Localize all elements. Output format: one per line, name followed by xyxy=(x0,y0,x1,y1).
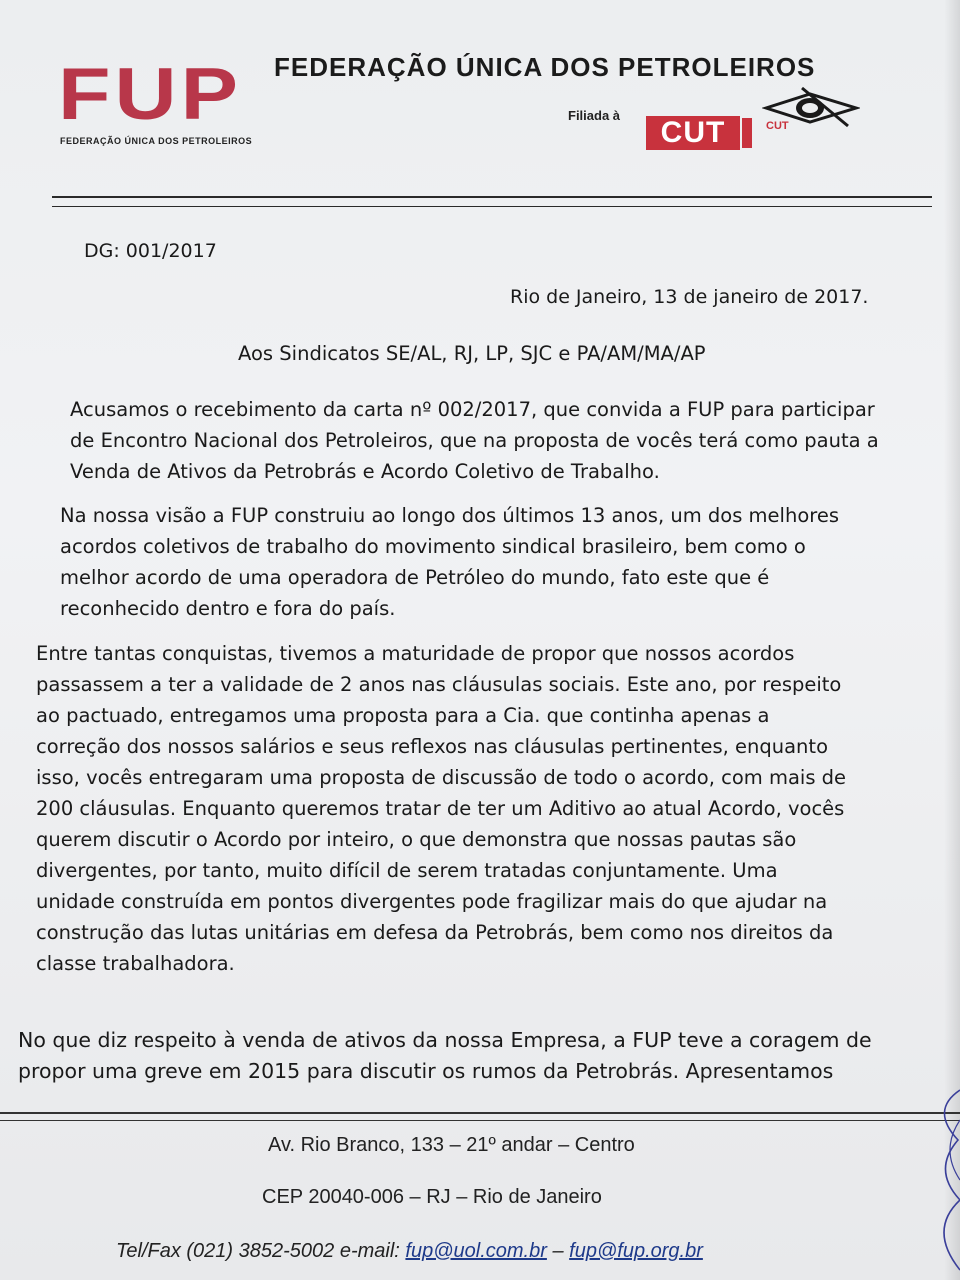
letter-date: Rio de Janeiro, 13 de janeiro de 2017. xyxy=(510,286,869,308)
paragraph-line: Venda de Ativos da Petrobrás e Acordo Coletivo de Trabalho. xyxy=(70,460,660,483)
email-link-fup[interactable]: fup@fup.org.br xyxy=(569,1240,703,1262)
header-rule-bottom xyxy=(52,206,932,207)
paragraph-2 xyxy=(60,500,890,624)
paragraph-3 xyxy=(36,638,916,979)
header-rule-top xyxy=(52,196,932,198)
paragraph-line: Na nossa visão a FUP construiu ao longo dos últimos 13 anos, um dos melhores xyxy=(60,504,840,527)
paragraph-line: construção das lutas unitárias em defesa da Petrobrás, bem como nos direitos da xyxy=(36,921,834,944)
paragraph-line: Acusamos o recebimento da carta nº 002/2017, que convida a FUP para participar xyxy=(70,398,875,421)
organization-name: FEDERAÇÃO ÚNICA DOS PETROLEIROS xyxy=(274,52,816,82)
affiliation-label: Filiada à xyxy=(568,108,621,123)
paragraph-line: isso, vocês entregaram uma proposta de discussão de todo o acordo, com mais de xyxy=(36,766,847,789)
paragraph-line: melhor acordo de uma operadora de Petróleo do mundo, fato este que é xyxy=(60,566,770,589)
paragraph-line: 200 cláusulas. Enquanto queremos tratar de ter um Aditivo ao atual Acordo, vocês xyxy=(36,797,845,820)
paragraph-line: de Encontro Nacional dos Petroleiros, que na proposta de vocês terá como pauta a xyxy=(70,429,879,452)
paragraph-4 xyxy=(18,1025,938,1087)
pen-mark-icon xyxy=(920,1080,960,1280)
paragraph-line: divergentes, por tanto, muito difícil de serem tratadas conjuntamente. Uma xyxy=(36,859,778,882)
footer-separator: – xyxy=(552,1240,564,1262)
paragraph-line: No que diz respeito à venda de ativos da nossa Empresa, a FUP teve a coragem de xyxy=(18,1028,872,1052)
cut-logo-tab xyxy=(742,118,752,148)
paragraph-line: passassem a ter a validade de 2 anos nas cláusulas sociais. Este ano, por respeito xyxy=(36,673,842,696)
paragraph-line: querem discutir o Acordo por inteiro, o que demonstra que nossas pautas são xyxy=(36,828,797,851)
cut-emblem-text: CUT xyxy=(766,120,789,132)
paragraph-line: reconhecido dentro e fora do país. xyxy=(60,597,396,620)
paragraph-line: acordos coletivos de trabalho do movimento sindical brasileiro, bem como o xyxy=(60,535,806,558)
fup-logo-subtitle: FEDERAÇÃO ÚNICA DOS PETROLEIROS xyxy=(60,136,253,146)
footer-address: Av. Rio Branco, 133 – 21º andar – Centro xyxy=(268,1134,635,1156)
footer-contact xyxy=(116,1240,703,1263)
paragraph-line: Entre tantas conquistas, tivemos a maturidade de propor que nossos acordos xyxy=(36,642,795,665)
document-reference: DG: 001/2017 xyxy=(84,240,217,262)
paragraph-line: unidade construída em pontos divergentes pode fragilizar mais do que ajudar na xyxy=(36,890,828,913)
footer-phone: Tel/Fax (021) 3852-5002 e-mail: xyxy=(116,1240,400,1262)
footer-rule-top xyxy=(0,1112,960,1114)
cut-logo: CUT xyxy=(646,116,740,150)
paragraph-line: ao pactuado, entregamos uma proposta para a Cia. que continha apenas a xyxy=(36,704,770,727)
fup-logo: FUP xyxy=(58,53,242,136)
footer-cep: CEP 20040-006 – RJ – Rio de Janeiro xyxy=(262,1186,602,1208)
footer-rule-bottom xyxy=(0,1120,960,1121)
paragraph-line: correção dos nossos salários e seus reflexos nas cláusulas pertinentes, enquanto xyxy=(36,735,828,758)
paragraph-line: classe trabalhadora. xyxy=(36,952,235,975)
letterhead xyxy=(0,0,960,200)
email-link-uol[interactable]: fup@uol.com.br xyxy=(405,1240,547,1262)
letter-recipient: Aos Sindicatos SE/AL, RJ, LP, SJC e PA/AM/MA/AP xyxy=(238,342,706,365)
paragraph-1 xyxy=(70,394,880,487)
paragraph-line: propor uma greve em 2015 para discutir os rumos da Petrobrás. Apresentamos xyxy=(18,1059,834,1083)
